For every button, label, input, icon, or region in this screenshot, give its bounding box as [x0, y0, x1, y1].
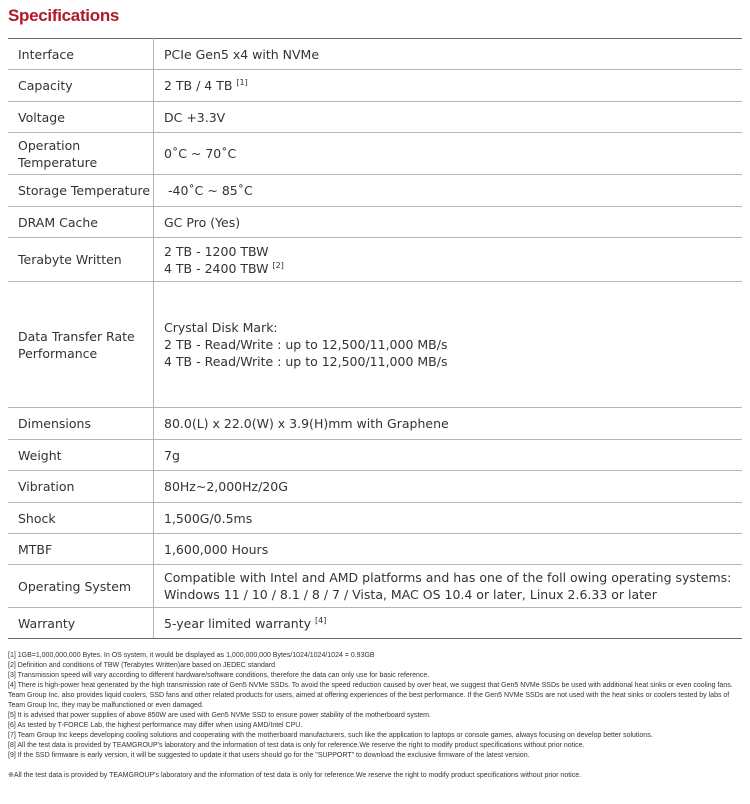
footnotes — [8, 651, 748, 781]
spec-value — [154, 39, 743, 70]
footnote: [9] If the SSD firmware is early version, it will be suggested to update it that users should go for the "SUPPORT" to download the exclusive firmware of the latest version. — [8, 752, 530, 759]
spec-value-text: PCIe Gen5 x4 with NVMe — [164, 46, 320, 62]
spec-value-text: 4 TB - Read/Write : up to 12,500/11,000 MB/s — [164, 354, 448, 369]
spec-value — [154, 408, 743, 440]
spec-label: Operating System — [8, 565, 154, 608]
footnote: [6] As tested by T-FORCE Lab, the highest performance may differ when using AMD/Intel CPU. — [8, 722, 303, 729]
spec-value — [154, 282, 743, 408]
spec-row — [8, 608, 742, 639]
spec-value — [154, 608, 743, 639]
footnote: [4] There is high-power heat generated by the high transmission rate of Gen5 NVMe SSDs. To avoid the speed reduction caused by over heat, we suggest that Gen5 NVMe SSDs be used with additional heat sinks or even cooling fans. Team Group Inc. also provides liquid coolers, SSD fans and other related products for users, aimed at offering experiences of the best performance. If the Gen5 NVMe SSDs are not used with the heat sinks or coolers tested by labs of Team Group Inc, they may be malfunctioned or even damaged. — [8, 682, 733, 709]
spec-value-line — [164, 478, 742, 495]
spec-value-line — [164, 569, 742, 586]
spec-value-text: 1,500G/0.5ms — [164, 510, 253, 526]
spec-value — [154, 102, 743, 133]
spec-value-line — [164, 77, 742, 94]
spec-row — [8, 70, 742, 102]
spec-label: Shock — [8, 503, 154, 534]
spec-row — [8, 534, 742, 565]
spec-value-text: -40˚C ~ 85˚C — [168, 183, 253, 198]
spec-value-line — [164, 615, 742, 632]
spec-value-line — [164, 46, 742, 63]
spec-value-text: 7g — [164, 447, 180, 463]
spec-value-line — [164, 214, 742, 231]
spec-row — [8, 471, 742, 503]
footnote: [5] It is advised that power supplies of above 850W are used with Gen5 NVMe SSD to ensure power stability of the motherboard system. — [8, 712, 431, 719]
spec-value-line — [168, 182, 742, 199]
spec-value-text: GC Pro (Yes) — [164, 214, 241, 230]
spec-row — [8, 282, 742, 408]
spec-label: Operation Temperature — [8, 133, 154, 175]
spec-value-text: DC +3.3V — [164, 109, 226, 125]
spec-value — [154, 175, 743, 207]
spec-value-text: 2 TB - Read/Write : up to 12,500/11,000 MB/s — [164, 337, 448, 352]
spec-value — [154, 238, 743, 282]
spec-row — [8, 133, 742, 175]
spec-value-text: 80.0(L) x 22.0(W) x 3.9(H)mm with Graphene — [164, 416, 449, 431]
spec-row — [8, 238, 742, 282]
spec-row — [8, 175, 742, 207]
footnote: [1] 1GB=1,000,000,000 Bytes. In OS system, it would be displayed as 1,000,000,000 Bytes/1024/1024/1024 = 0.93GB — [8, 652, 375, 659]
spec-label: Storage Temperature — [8, 175, 154, 207]
footnote: [3] Transmission speed will vary according to different hardware/software conditions, therefore the data can only use for basic reference. — [8, 672, 430, 679]
spec-value-text: Windows 11 / 10 / 8.1 / 8 / 7 / Vista, MAC OS 10.4 or later, Linux 2.6.33 or later — [164, 587, 657, 602]
spec-label: Weight — [8, 440, 154, 471]
spec-value-line — [164, 260, 742, 277]
spec-value — [154, 565, 743, 608]
spec-value-text: 5-year limited warranty — [164, 615, 312, 631]
footnote-ref: [2] — [272, 260, 284, 270]
spec-row — [8, 207, 742, 238]
spec-row — [8, 39, 742, 70]
spec-value — [154, 471, 743, 503]
footnote-ref: [1] — [236, 78, 248, 87]
disclaimer-note: ※All the test data is provided by TEAMGROUP's laboratory and the information of test data is only for reference.We reserve the right to modify product specifications without prior notice. — [8, 772, 582, 779]
spec-label: Vibration — [8, 471, 154, 503]
footnote-ref: [4] — [315, 615, 327, 625]
spec-value — [154, 207, 743, 238]
spec-value-text: 0˚C ~ 70˚C — [164, 146, 237, 161]
spec-value-text: Crystal Disk Mark: — [164, 320, 278, 335]
spec-row — [8, 102, 742, 133]
spec-value-line — [164, 415, 742, 432]
spec-table — [8, 38, 742, 639]
spec-value — [154, 534, 743, 565]
spec-value-line — [164, 510, 742, 527]
spec-value-line — [164, 336, 742, 353]
spec-label: Interface — [8, 39, 154, 70]
spec-label: Warranty — [8, 608, 154, 639]
spec-value-text: 4 TB - 2400 TBW — [164, 260, 269, 276]
spec-value-line — [164, 109, 742, 126]
spec-label: Voltage — [8, 102, 154, 133]
spec-value — [154, 133, 743, 175]
spec-value-line — [164, 243, 742, 260]
spec-value — [154, 503, 743, 534]
spec-label: Dimensions — [8, 408, 154, 440]
spec-value — [154, 70, 743, 102]
footnote-list — [8, 651, 748, 761]
spec-row — [8, 440, 742, 471]
spec-label: MTBF — [8, 534, 154, 565]
spec-value-line — [164, 145, 742, 162]
spec-label: DRAM Cache — [8, 207, 154, 238]
spec-value-line — [164, 447, 742, 464]
spec-label: Data Transfer Rate Performance — [8, 282, 154, 408]
spec-value-text: 80Hz~2,000Hz/20G — [164, 479, 288, 494]
spec-value-line — [164, 353, 742, 370]
spec-value-text: 2 TB - 1200 TBW — [164, 243, 269, 259]
spec-row — [8, 565, 742, 608]
spec-value-line — [164, 319, 742, 336]
page-title: Specifications — [8, 6, 120, 25]
spec-table-body — [8, 39, 742, 639]
spec-value-line — [164, 586, 742, 603]
spec-row — [8, 408, 742, 440]
spec-value-text: Compatible with Intel and AMD platforms and has one of the foll owing operating systems: — [164, 570, 732, 585]
spec-value-text: 2 TB / 4 TB — [164, 78, 233, 93]
footnote: [2] Definition and conditions of TBW (Terabytes Written)are based on JEDEC standard — [8, 662, 276, 669]
spec-value-line — [164, 541, 742, 558]
spec-label: Capacity — [8, 70, 154, 102]
spec-row — [8, 503, 742, 534]
spec-value-text: 1,600,000 Hours — [164, 541, 269, 557]
footnote: [8] All the test data is provided by TEAMGROUP's laboratory and the information of test data is only for reference.We reserve the right to modify product specifications without prior notice. — [8, 742, 585, 749]
spec-value — [154, 440, 743, 471]
footnote: [7] Team Group Inc keeps developing cooling solutions and cooperating with the motherboard manufacturers, such like the application to laptops or console games, always focusing on develop better solutions. — [8, 732, 653, 739]
spec-label: Terabyte Written — [8, 238, 154, 282]
